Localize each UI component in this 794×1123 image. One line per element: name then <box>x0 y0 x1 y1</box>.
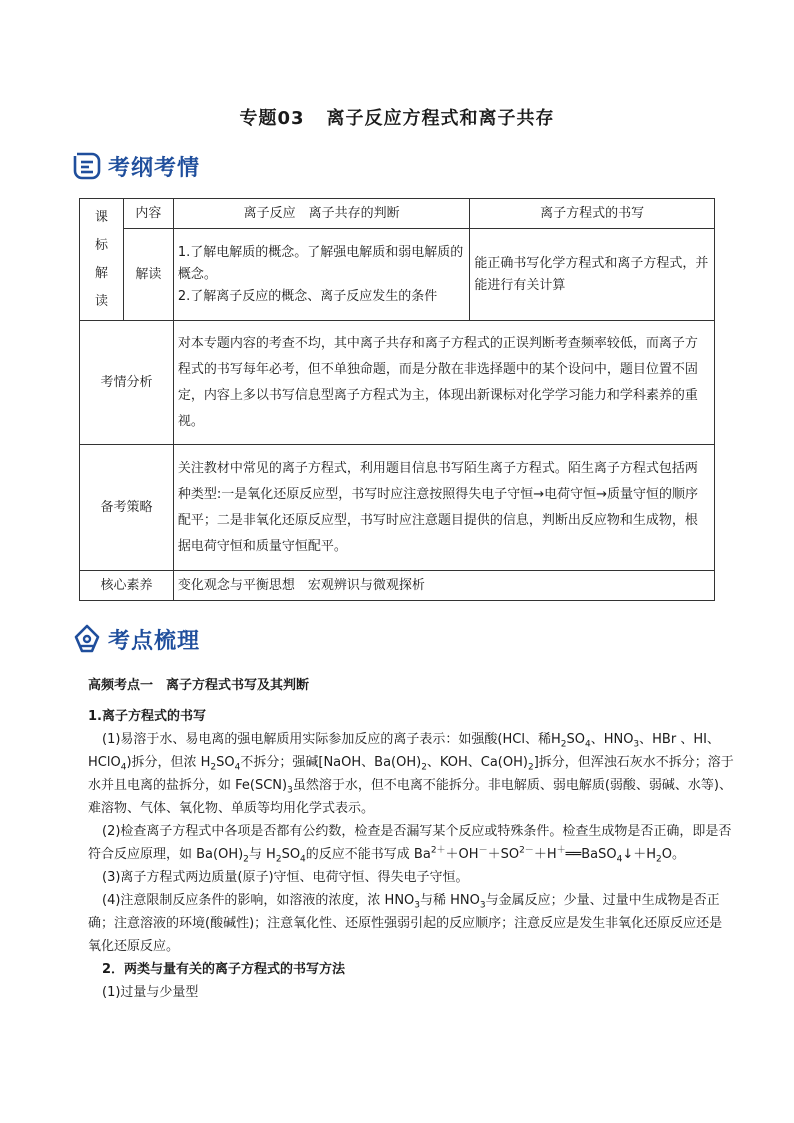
ke-biao-cell: 课 标 解 读 <box>80 199 124 321</box>
kaoqing-text: 对本专题内容的考查不均，其中离子共存和离子方程式的正误判断考查频率较低，而离子方程式的书写每年必考，但不单独命题，而是分散在非选择题中的某个设问中，题目位置不固定，内容上多以书写信息型离子方程式为主，体现出新课标对化学学习能力和学科素养的重视。 <box>173 321 714 445</box>
outline-table <box>79 198 715 601</box>
pen-nib-icon <box>72 624 102 654</box>
hexin-label: 核心素养 <box>80 571 174 601</box>
paragraph-3: (3)离子方程式两边质量(原子)守恒、电荷守恒、得失电子守恒。 <box>102 870 469 885</box>
header-content: 内容 <box>123 199 173 229</box>
heading-2: 2．两类与量有关的离子方程式的书写方法 <box>102 962 346 977</box>
jiedu-col2: 1.了解电解质的概念。了解强电解质和弱电解质的概念。 2.了解离子反应的概念、离子反应发生的条件 <box>173 229 469 321</box>
title-number: 专题03 <box>239 108 305 129</box>
heading-1: 1.离子方程式的书写 <box>88 709 206 724</box>
kaoqing-label: 考情分析 <box>80 321 174 445</box>
page-title <box>0 104 794 130</box>
hexin-text: 变化观念与平衡思想 宏观辨识与微观探析 <box>173 571 714 601</box>
paragraph-4: (4)注意限制反应条件的影响，如溶液的浓度，浓 $HNO_3$与稀 $HNO_3$与金属反应；少量、过量中生成物是否正确；注意溶液的环境(酸碱性)；注意氧化性、还原性强弱引起的反应顺序；注意反应是发生非氧化还原反应还是氧化还原反应。 <box>88 893 723 954</box>
section-header-points <box>72 621 200 657</box>
beikao-label: 备考策略 <box>80 445 174 571</box>
paragraph-1: (1)易溶于水、易电离的强电解质用实际参加反应的离子表示：如强酸(HCl、稀$H_2SO_4$、$HNO_3$、HBr 、HI、HClO$_4$)拆分，但浓 $H_2SO_4$不拆分；强碱[NaOH、$Ba(OH)_2$、KOH、$Ca(OH)_2$]拆分，但浑浊石灰水不拆分；溶于水并且电离的盐拆分，如 $Fe(SCN)_3$虽然溶于水，但不电离不能拆分。非电解质、弱电解质(弱酸、弱碱、水等)、难溶物、气体、氧化物、单质等均用化学式表示。 <box>88 732 734 816</box>
section-label: 考点梳理 <box>108 628 201 654</box>
list-icon <box>72 151 102 181</box>
high-freq-title: 高频考点一 离子方程式书写及其判断 <box>88 678 310 693</box>
paragraph-5: (1)过量与少量型 <box>102 985 199 1000</box>
paragraph-2: (2)检查离子方程式中各项是否都有公约数，检查是否漏写某个反应或特殊条件。检查生成物是否正确，即是否符合反应原理，如 $Ba(OH)_2$与 $H_2SO_4$的反应不能书写成 $Ba^{2+}+OH^-+SO^{2-}+H^+══BaSO_4↓+H_2O$。 <box>88 824 732 865</box>
section-label: 考纲考情 <box>108 155 201 181</box>
header-ion-reaction: 离子反应 离子共存的判断 <box>173 199 469 229</box>
jiedu-col3: 能正确书写化学方程式和离子方程式，并能进行有关计算 <box>470 229 715 321</box>
jiedu-label: 解读 <box>123 229 173 321</box>
header-ion-equation: 离子方程式的书写 <box>470 199 715 229</box>
section-header-outline <box>72 148 200 184</box>
beikao-text: 关注教材中常见的离子方程式，利用题目信息书写陌生离子方程式。陌生离子方程式包括两种类型:一是氧化还原反应型，书写时应注意按照得失电子守恒→电荷守恒→质量守恒的顺序配平；二是非氧化还原反应型，书写时应注意题目提供的信息，判断出反应物和生成物，根据电荷守恒和质量守恒配平。 <box>173 445 714 571</box>
points-body <box>88 674 734 1004</box>
title-text: 离子反应方程式和离子共存 <box>326 108 555 129</box>
